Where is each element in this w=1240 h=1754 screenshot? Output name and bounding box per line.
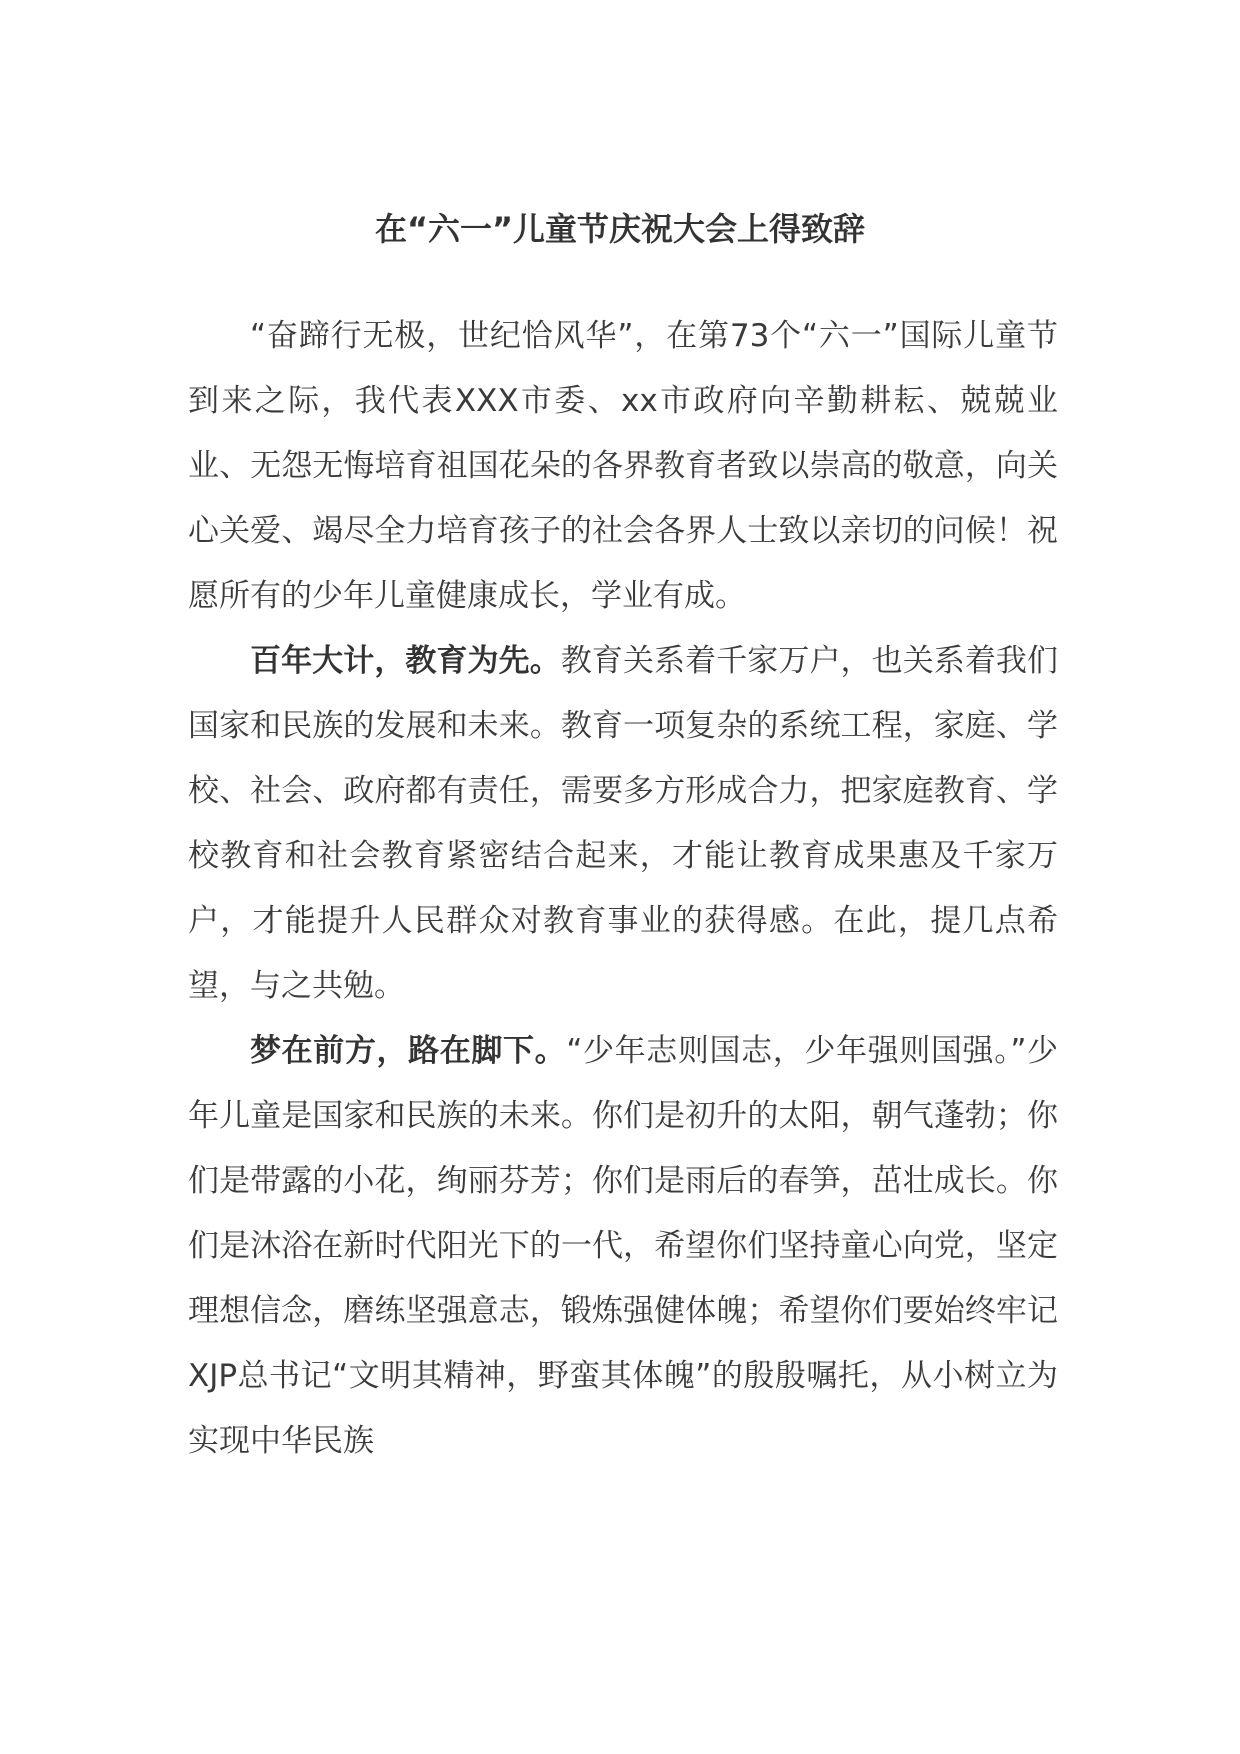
paragraph-text: “少年志则国志，少年强则国强。”少年儿童是国家和民族的未来。你们是初升的太阳，朝气蓬勃；你们是带露的小花，绚丽芬芳；你们是雨后的春笋，茁壮成长。你们是沐浴在新时代阳光下的一代，希望你们坚持童心向党，坚定理想信念，磨练坚强意志，锻炼强健体魄；希望你们要始终牢记XJP总书记“文明其精神，野蛮其体魄”的殷殷嘱托，从小树立为实现中华民族	[188, 1033, 1059, 1459]
paragraph-education	[188, 629, 1058, 1019]
paragraph-text: “奋蹄行无极，世纪恰风华”，在第73个“六一”国际儿童节到来之际，我代表XXX市委、xx市政府向辛勤耕耘、兢兢业业、无怨无悔培育祖国花朵的各界教育者致以崇高的敬意，向关心关爱、竭尽全力培育孩子的社会各界人士致以亲切的问候！祝愿所有的少年儿童健康成长，学业有成。	[188, 318, 1058, 614]
document-body	[188, 304, 1058, 1474]
paragraph-lead: 梦在前方，路在脚下。	[250, 1033, 567, 1069]
paragraph-lead: 百年大计，教育为先。	[250, 643, 561, 679]
paragraph-text: 教育关系着千家万户，也关系着我们国家和民族的发展和未来。教育一项复杂的系统工程，家庭、学校、社会、政府都有责任，需要多方形成合力，把家庭教育、学校教育和社会教育紧密结合起来，才能让教育成果惠及千家万户，才能提升人民群众对教育事业的获得感。在此，提几点希望，与之共勉。	[188, 643, 1059, 1004]
document-title: 在“六一”儿童节庆祝大会上得致辞	[374, 210, 866, 248]
paragraph-greeting	[188, 304, 1058, 629]
paragraph-dream	[188, 1019, 1058, 1474]
